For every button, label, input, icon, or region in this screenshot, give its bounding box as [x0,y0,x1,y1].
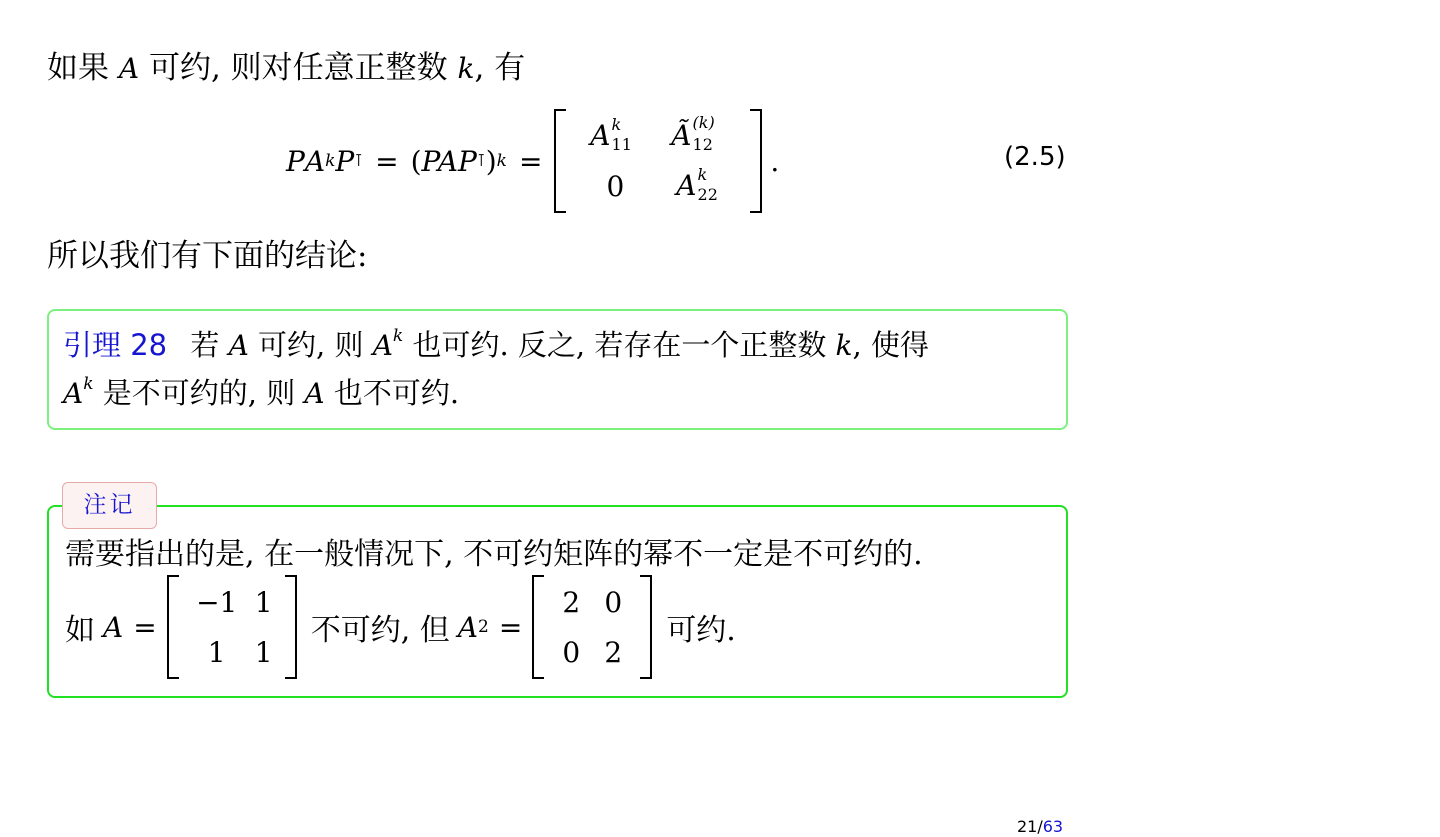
eq-equals: = [375,144,399,178]
math-equals: = [133,610,157,644]
math-var-A: A [118,52,140,85]
lemma-text: 是不可约的, 则 [102,376,296,410]
matrix-entry: 1 [254,585,273,619]
page-total-link[interactable]: 63 [1042,817,1064,836]
remark-box [47,505,1068,698]
remark-line-2: 如 A = −1 1 1 1 不可约, 但 A 2 = 2 0 0 2 可约. [65,573,736,681]
lemma-box [47,309,1068,430]
math-var-A: A [457,610,479,644]
intro-line [47,48,525,89]
lemma-text: 若 [190,328,220,362]
entry-sup: (k) [692,112,715,132]
right-bracket [750,109,762,213]
left-bracket [167,575,179,679]
entry-sub: 11 [611,134,632,154]
lemma-text: 也不可约. [333,376,460,410]
display-equation: P A k P ⊺ = ( PAP ⊺ ) k = A k 11 Ã (k) 12 0 A k 22 . [286,108,779,214]
page-counter [1017,817,1063,836]
page-current: 21 [1017,817,1038,836]
intro-text: 如果 [47,50,109,86]
lemma-line-2 [63,373,459,414]
lemma-text: 也可约. 反之, 若存在一个正整数 [412,328,827,362]
entry-sup: k [611,114,622,134]
lemma-line-1 [63,325,929,366]
math-var-k: k [835,329,853,362]
entry-base: Ã [671,119,692,153]
entry-sup: k [697,164,708,184]
matrix-entry-21: 0 [606,169,625,203]
matrix-entry-12 [671,112,731,154]
matrix-entry: −1 [196,585,238,619]
math-var-A: A [63,377,84,410]
matrix-entry-22 [676,164,726,204]
remark-text: 可约. [666,613,736,648]
math-exp-k: k [83,374,94,394]
right-bracket [285,575,297,679]
eq-P: P [286,144,305,178]
eq-PAP: PAP [421,144,477,178]
matrix-entry: 0 [604,585,623,619]
entry-sub: 22 [697,184,718,204]
eq-paren: ( [410,144,422,178]
matrix-entry-11 [590,114,640,154]
intro-text: 可约, 则对任意正整数 [148,50,448,86]
entry-base: A [590,119,611,153]
matrix-entry: 2 [562,585,581,619]
eq-equals: = [518,144,543,178]
remark-text: 不可约, 但 [310,613,450,648]
matrix-entry: 1 [207,635,226,669]
eq-A: A [304,144,326,178]
page-separator: / [1037,817,1043,836]
matrix-entry: 0 [562,635,581,669]
math-var-A: A [228,329,249,362]
matrix-entry: 1 [254,635,273,669]
math-var-A: A [372,329,393,362]
intro-text: , 有 [474,50,526,86]
left-bracket [532,575,544,679]
matrix-A [167,575,297,679]
matrix-A-squared [532,575,652,679]
left-bracket [554,109,566,213]
remark-line-1: 需要指出的是, 在一般情况下, 不可约矩阵的幂不一定是不可约的. [65,537,923,572]
lemma-text: , 使得 [852,328,929,362]
equation-number: (2.5) [1004,142,1066,172]
math-exp-k: k [392,326,404,346]
eq-paren: ) [485,144,497,178]
lemma-text: 可约, 则 [258,328,364,362]
entry-sub: 12 [692,134,713,154]
lemma-label: 引理 28 [63,328,168,362]
math-var-A: A [103,610,124,644]
remark-text: 如 [65,613,95,648]
math-var-A: A [304,377,325,410]
matrix-entry: 2 [604,635,623,669]
right-bracket [640,575,652,679]
conclusion-intro: 所以我们有下面的结论: [47,238,368,274]
eq-period: . [770,144,780,178]
remark-tag: 注记 [62,482,157,529]
math-var-k: k [457,52,475,85]
block-matrix [554,109,762,213]
entry-base: A [676,169,697,203]
math-equals: = [498,610,523,644]
eq-P: P [335,144,355,178]
